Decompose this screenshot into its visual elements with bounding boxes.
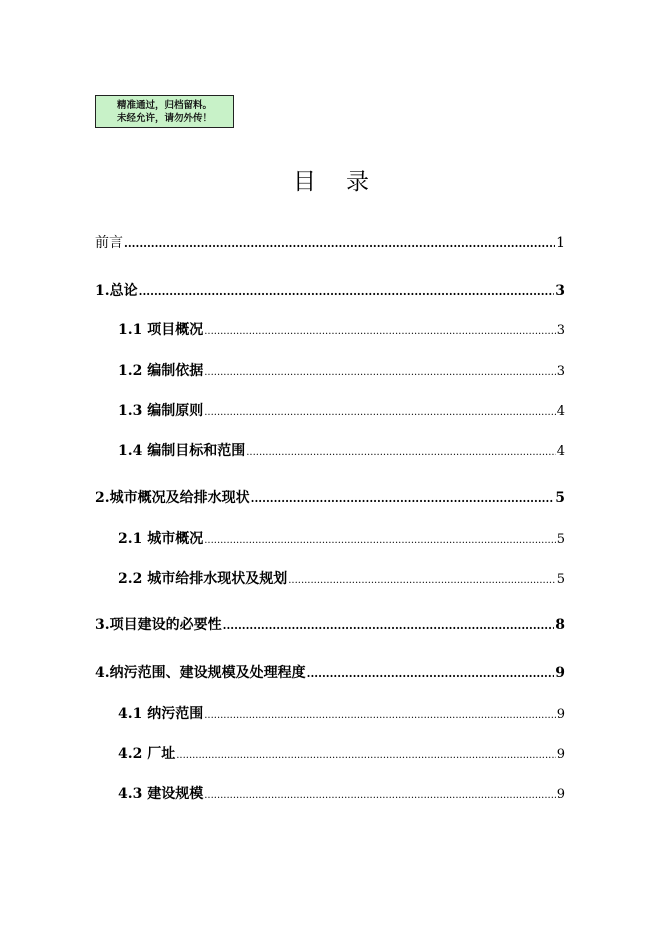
toc-leader-dots — [204, 326, 555, 337]
toc-leader-dots — [251, 492, 555, 505]
toc-entry-label: 4.3 建设规模 — [118, 786, 204, 802]
toc-entry-4-2[interactable] — [118, 743, 565, 763]
toc-entry-page: 4 — [556, 404, 565, 419]
toc-entry-page: 3 — [556, 323, 565, 338]
toc-entry-page: 9 — [556, 707, 565, 722]
toc-entry-label: 2.城市概况及给排水现状 — [95, 490, 250, 506]
toc-entry-page: 9 — [556, 747, 565, 762]
title-char-2: 录 — [346, 169, 369, 195]
toc-entry-chapter-4[interactable] — [95, 662, 565, 682]
confidential-stamp — [95, 95, 234, 128]
toc-entry-2-1[interactable] — [118, 528, 565, 548]
toc-leader-dots — [223, 619, 555, 632]
toc-entry-chapter-2[interactable] — [95, 487, 565, 507]
toc-leader-dots — [204, 407, 555, 418]
toc-entry-page: 5 — [555, 490, 565, 506]
toc-entry-page: 5 — [556, 572, 565, 587]
toc-leader-dots — [246, 447, 555, 458]
toc-entry-label: 1.3 编制原则 — [118, 403, 204, 419]
toc-leader-dots — [204, 790, 555, 801]
toc-leader-dots — [124, 237, 555, 250]
toc-entry-page: 4 — [556, 444, 565, 459]
toc-entry-label: 1.2 编制依据 — [118, 363, 204, 379]
toc-entry-1-1[interactable] — [118, 319, 565, 339]
toc-entry-2-2[interactable] — [118, 568, 565, 588]
toc-entry-page: 1 — [556, 235, 565, 251]
toc-entry-page: 3 — [556, 364, 565, 379]
toc-entry-label: 4.2 厂址 — [118, 746, 176, 762]
toc-entry-label: 前言 — [95, 235, 123, 251]
page-title — [0, 163, 662, 196]
toc-leader-dots — [204, 535, 555, 546]
toc-entry-label: 1.4 编制目标和范围 — [118, 443, 246, 459]
toc-entry-label: 3.项目建设的必要性 — [95, 617, 222, 633]
toc-entry-label: 4.1 纳污范围 — [118, 706, 204, 722]
toc-leader-dots — [139, 285, 555, 298]
toc-entry-page: 9 — [555, 665, 565, 681]
toc-entry-label: 2.2 城市给排水现状及规划 — [118, 571, 288, 587]
toc-entry-page: 8 — [555, 617, 565, 633]
stamp-line-1: 精准通过，归档留料。 — [116, 100, 212, 111]
toc-entry-label: 2.1 城市概况 — [118, 531, 204, 547]
toc-leader-dots — [176, 750, 555, 761]
toc-entry-chapter-1[interactable] — [95, 280, 565, 300]
stamp-line-2: 未经允许，请勿外传！ — [116, 113, 212, 124]
title-char-1: 目 — [293, 169, 316, 195]
toc-entry-label: 1.总论 — [95, 283, 138, 299]
toc-entry-preface[interactable] — [95, 232, 565, 252]
toc-leader-dots — [307, 667, 555, 680]
toc-entry-page: 5 — [556, 532, 565, 547]
toc-leader-dots — [204, 710, 555, 721]
toc-entry-1-3[interactable] — [118, 400, 565, 420]
toc-entry-4-1[interactable] — [118, 703, 565, 723]
toc-entry-1-2[interactable] — [118, 360, 565, 380]
toc-entry-4-3[interactable] — [118, 783, 565, 803]
toc-entry-page: 3 — [555, 283, 565, 299]
toc-entry-page: 9 — [556, 787, 565, 802]
toc-entry-label: 4.纳污范围、建设规模及处理程度 — [95, 665, 306, 681]
toc-entry-label: 1.1 项目概况 — [118, 322, 204, 338]
toc-entry-1-4[interactable] — [118, 440, 565, 460]
toc-entry-chapter-3[interactable] — [95, 614, 565, 634]
toc-leader-dots — [204, 367, 555, 378]
toc-leader-dots — [288, 575, 555, 586]
